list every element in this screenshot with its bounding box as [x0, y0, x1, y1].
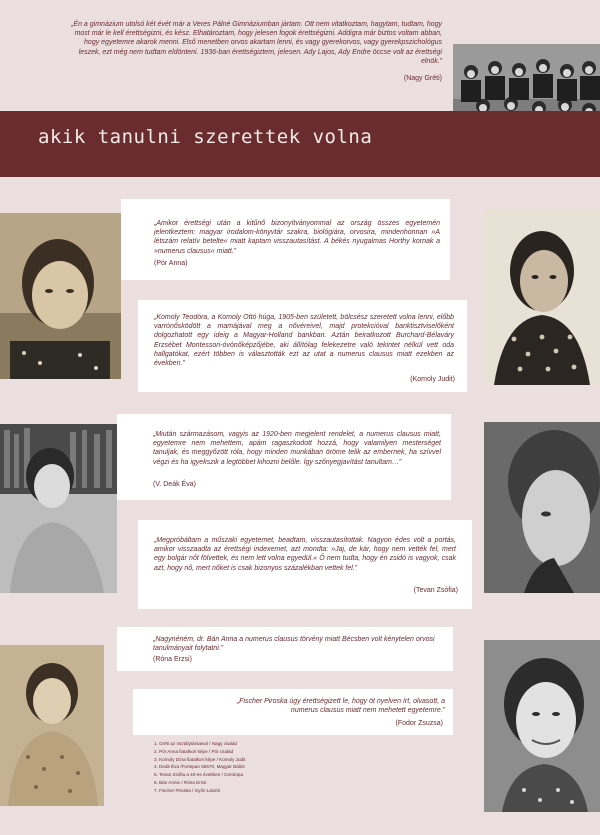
top-quote-author: (Nagy Gréti): [403, 75, 442, 82]
quote-card: [138, 520, 472, 609]
quote-card: [133, 689, 453, 735]
credit-item: 5. Tevan Zsófia a 40-es években / Centropa: [154, 772, 244, 778]
quote-author: (Komoly Judit): [410, 376, 455, 383]
credit-item: 1. Gréti az osztálytársaival / Nagy család: [154, 741, 237, 746]
credit-item: 4. Deák Éva /Fortepan 55570, Magyar Bálint: [154, 764, 245, 770]
photo-por-anna: [0, 213, 121, 379]
quote-text: „Fischer Piroska úgy érettségizett le, hogy öt nyelven írt, olvasott, a numerus clausus miatt nem mehetett egyetemre.”: [236, 698, 445, 715]
quote-author: (Fodor Zsuzsa): [395, 720, 443, 727]
page-title: akik tanulni szerettek volna: [38, 126, 373, 148]
quote-card: [138, 300, 467, 392]
quote-author: (Pór Anna): [154, 260, 188, 267]
photo-fischer-piroska: [484, 640, 600, 812]
quote-card: [117, 627, 453, 671]
quote-text: „Komoly Teodóra, a Komoly Ottó húga, 1905-ben született, bölcsész szeretett volna lenni, előbb varrónősködött a mamájával meg a nővéreivel, majd protekcióval banktisztviselőként dolgozhatott egy ideig a Magyar-Holland bankban. Aztán beiratkozott Burchard-Bélaváry Erzsébet Montessori-óvónőképzőjébe, aki állítólag felekezetre való tekintet nélkül vett oda hallgatókat, ezért többen is választották ezt az utat a numerus clausus miatt ezekben az években.”: [154, 314, 454, 368]
quote-text: „Amikor érettségi után a kitűnő bizonyítványommal az ország összes egyetemén jelentkeztem: magyar irodalom-könyvtár szakra, biológiára, orvosira, mindenhonnan »A létszám relatív betelte« miatt kaptam visszautasítást. A békés nyugalmas Horthy kornak a »numerus clausus« miatt.”: [154, 220, 440, 255]
top-quote: „Én a gimnázium utolsó két évét már a Veres Pálné Gimnáziumban jártam. Ott nem vitatkoztam, hagytam, tudtam, hogy most már le kell érettségizni, és kész. Elhatároztam, hogy jelesen fogok érettségizni. Addigra már biztos voltam abban, hogy egyetemre akarok menni. Első menetben orvos akartam lenni, és vagy gyerekorvos, vagy gyerekpszichológus leszek, ezt még nem tudtam eldönteni. 1936-ban érettségiztem, jelesen. Ady Lajos, Ady Endre öccse volt az érettségi elnök.”: [71, 21, 442, 65]
credit-item: 6. Bán Annie / Róna Erzsi: [154, 779, 207, 785]
quote-author: (Tevan Zsófia): [413, 587, 458, 594]
photo-komoly-dora: [484, 209, 600, 385]
quote-text: „Nagynéném, dr. Bán Anna a numerus clausus törvény miatt Bécsben volt kénytelen orvosi tanulmányait folytatni.”: [153, 636, 435, 653]
quote-text: „Megpróbáltam a műszaki egyetemet, beadtam, visszautasítottak. Nagyon édes volt a portás, amikor visszaadta az érettségi indexemet, azt mondta: »Jaj, de kár, hogy nem vették fel, mert egy bolgár nőt fölvettek, és nem lett volna egyedül.« Ő nem tudta, hogy én zsidó is vagyok, csak azt, hogy nő, mert nőket is csak bizonyos százalékban vettek fel.”: [154, 537, 456, 572]
photo-deak-eva: [0, 424, 117, 593]
quote-card: [121, 199, 450, 280]
credit-item: 7. Fischer Piroska / Győri László: [154, 787, 221, 793]
credit-item: 2. Pór Anna fiatalkori képe / Pór család: [154, 748, 234, 754]
photo-tevan-zsofia: [484, 422, 600, 593]
photo-ban-annie: [0, 645, 104, 806]
quote-text: „Miután származásom, vagyis az 1920-ben megjelent rendelet, a numerus clausus miatt, egyetemre nem mehettem, apám ragaszkodott hozzá, hogy valamilyen mesterséget tanuljak, és meggyőzött róla, hogy minden munkában öröme telik az embernek, ha szívvel végzi és ha igyekszik a legtöbbet kihozni belőle. Így szőnyegjavítást tanultam…”: [153, 431, 441, 466]
quote-card: [117, 414, 451, 500]
quote-author: (Róna Erzsi): [153, 656, 192, 663]
quote-author: (V. Deák Éva): [153, 481, 196, 488]
photo-credits: [154, 740, 245, 795]
credit-item: 3. Komoly Dóra fiatalkori képe / Komoly Judit: [154, 756, 246, 762]
